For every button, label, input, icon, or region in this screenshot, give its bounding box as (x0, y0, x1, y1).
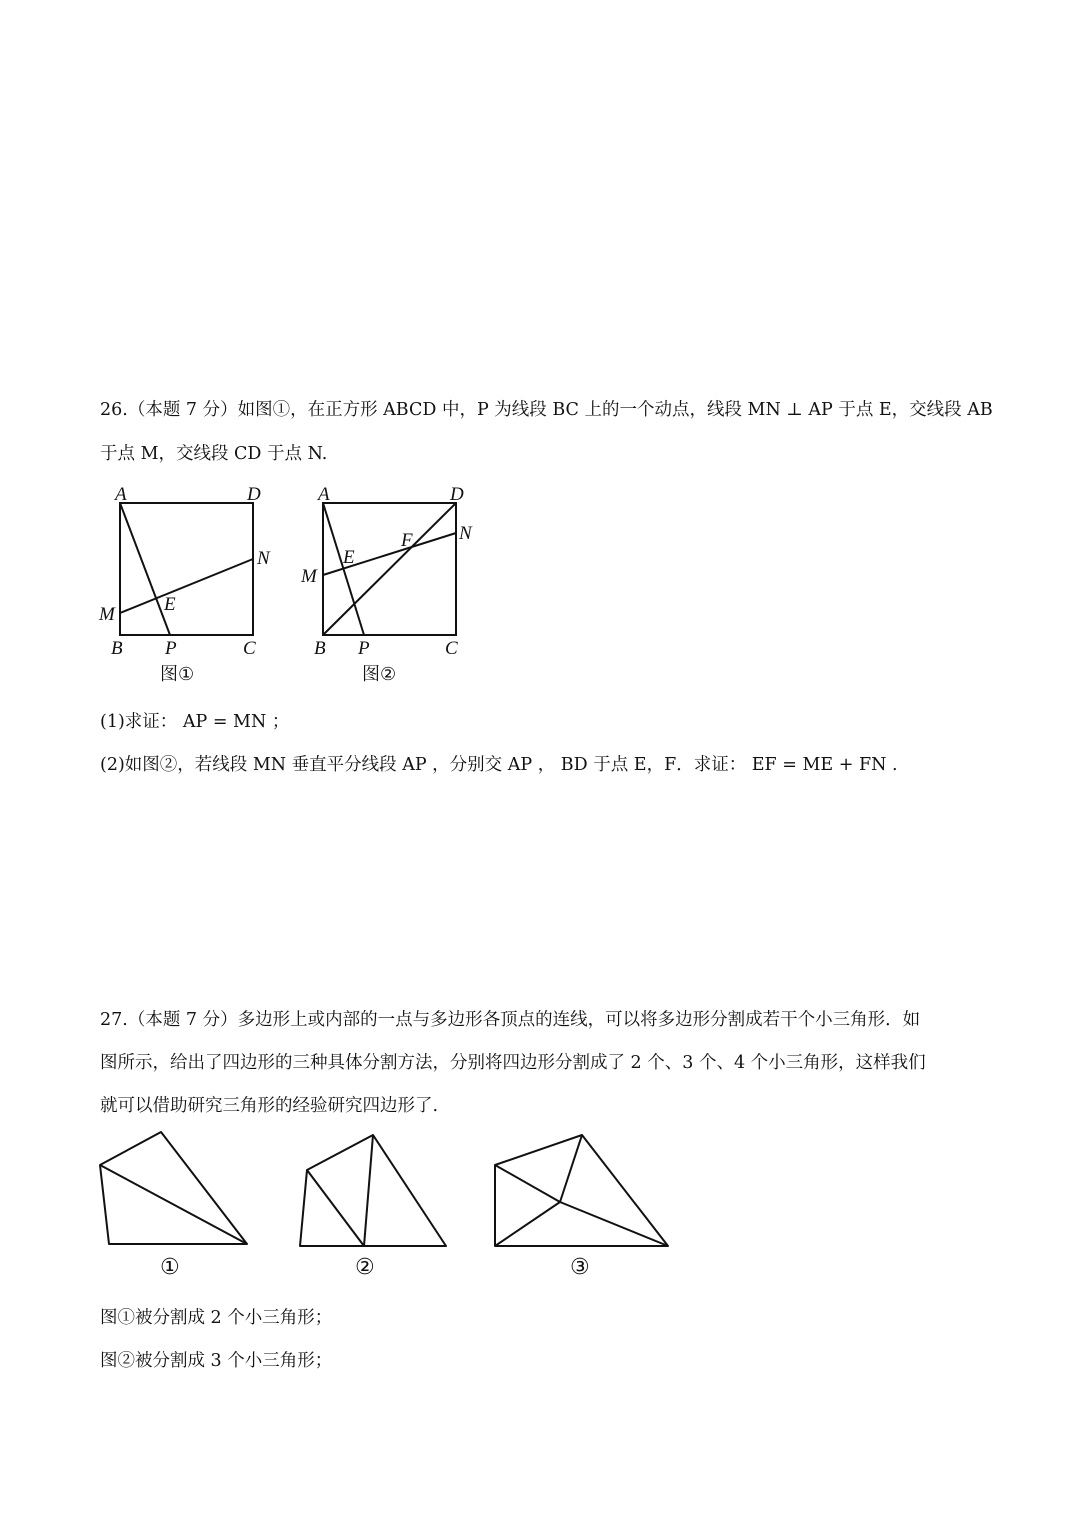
q26-line-1: 26.（本题 7 分）如图①，在正方形 ABCD 中，P 为线段 BC 上的一个动点，线段 MN ⊥ AP 于点 E，交线段 AB (100, 400, 993, 420)
q27-line-3: 就可以借助研究三角形的经验研究四边形了. (100, 1096, 439, 1116)
label-d: D (450, 484, 464, 505)
quad-3-split-2 (560, 1135, 582, 1202)
q27-note-1: 图①被分割成 2 个小三角形； (100, 1308, 333, 1328)
label-e: E (164, 594, 176, 615)
q27-line-1: 27.（本题 7 分）多边形上或内部的一点与多边形各顶点的连线，可以将多边形分割成若干个小三角形．如 (100, 1010, 921, 1030)
q26-fig2-caption: 图② (362, 664, 397, 685)
quad-1 (100, 1132, 247, 1244)
quad-2-split-2 (364, 1135, 373, 1246)
label-f: F (401, 530, 413, 551)
label-b: B (111, 638, 123, 659)
q27-caption-1: ① (160, 1255, 180, 1280)
segment-mn (120, 559, 253, 613)
label-n: N (257, 548, 270, 569)
label-c: C (243, 638, 256, 659)
label-n: N (459, 523, 472, 544)
label-m: M (301, 566, 317, 587)
q26-figure-1 (95, 478, 285, 663)
label-e: E (343, 547, 355, 568)
square-abcd (120, 503, 253, 635)
quad-2-split-1 (307, 1170, 364, 1246)
q27-caption-3: ③ (570, 1255, 590, 1280)
label-p: P (165, 638, 177, 659)
label-m: M (99, 604, 115, 625)
quad-1-diagonal (100, 1165, 247, 1244)
quad-3-split-4 (495, 1202, 560, 1246)
q26-fig1-caption: 图① (160, 664, 195, 685)
q26-line-2: 于点 M，交线段 CD 于点 N. (100, 444, 328, 464)
q27-quadrilaterals (0, 1120, 700, 1260)
q26-part-2: (2)如图②，若线段 MN 垂直平分线段 AP ，分别交 AP ， BD 于点 E，F．求证： EF = ME + FN . (100, 755, 898, 775)
label-p: P (358, 638, 370, 659)
q27-caption-2: ② (355, 1255, 375, 1280)
segment-ap (120, 503, 170, 635)
q27-note-2: 图②被分割成 3 个小三角形； (100, 1351, 333, 1371)
label-a: A (318, 484, 330, 505)
label-d: D (247, 484, 261, 505)
q26-figure-2 (298, 478, 488, 663)
label-b: B (314, 638, 326, 659)
q26-part-1: (1)求证： AP = MN ； (100, 712, 290, 732)
label-a: A (115, 484, 127, 505)
quad-3-split-1 (495, 1165, 560, 1202)
q27-line-2: 图所示，给出了四边形的三种具体分割方法，分别将四边形分割成了 2 个、3 个、4 个小三角形，这样我们 (100, 1053, 926, 1073)
label-c: C (445, 638, 458, 659)
